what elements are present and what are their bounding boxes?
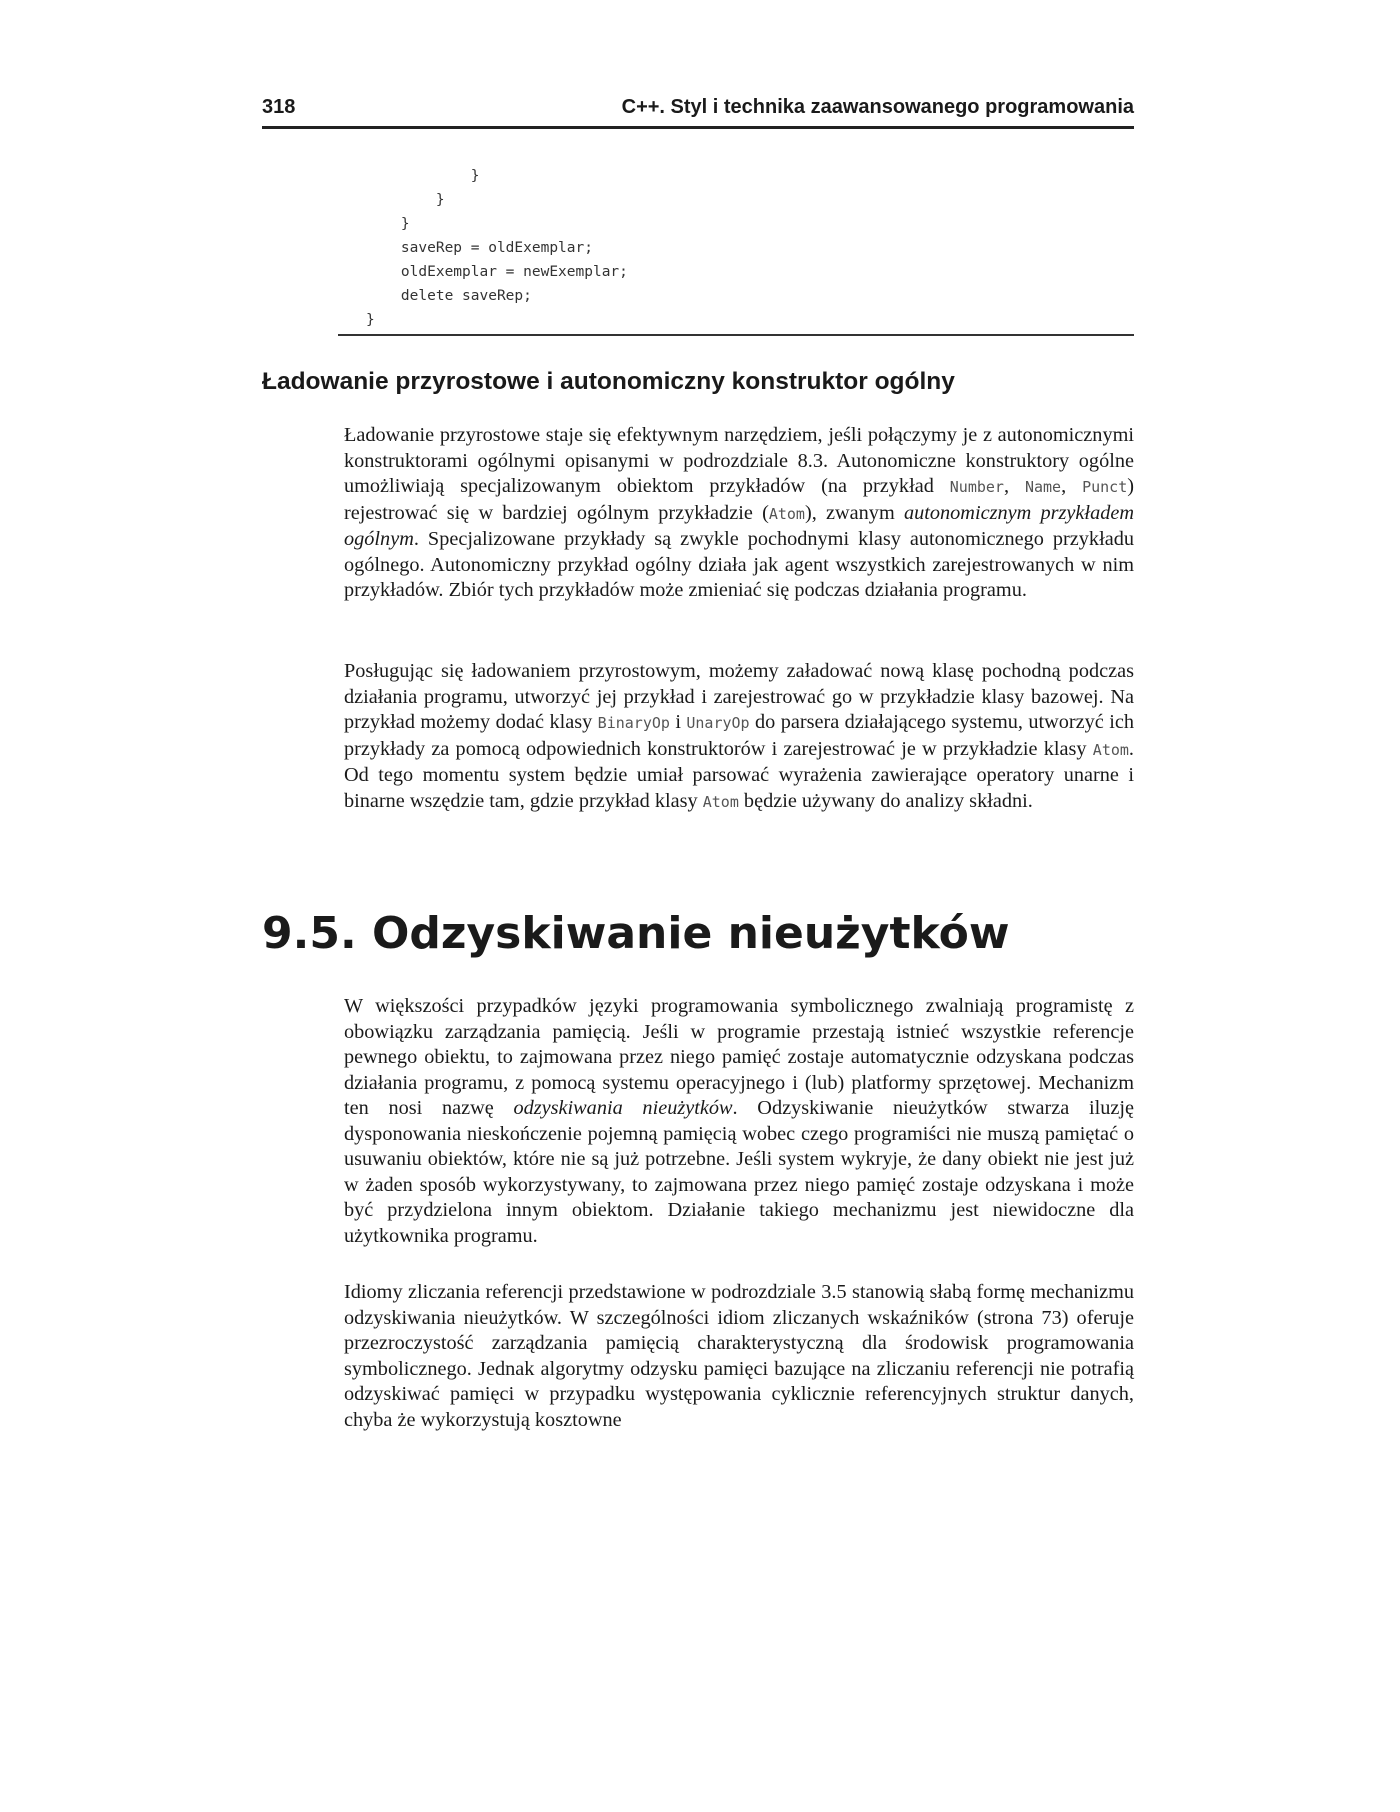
- code-line: oldExemplar = newExemplar;: [366, 264, 628, 280]
- body-paragraph: Idiomy zliczania referencji przedstawione w podrozdziale 3.5 stanowią słabą formę mechanizmu odzyskiwania nieużytków. W szczególności idiom zliczanych wskaźników (strona 73) oferuje przezroczystość zarządzania pamięcią charakterystyczną dla środowisk programowania symbolicznego. Jednak algorytmy odzysku pamięci bazujące na zliczaniu referencji nie potrafią odzyskiwać pamięci w przypadku występowania cyklicznie referencyjnych struktur danych, chyba że wykorzystują kosztowne: [344, 1281, 1134, 1431]
- code-line: delete saveRep;: [366, 288, 532, 304]
- running-title: C++. Styl i technika zaawansowanego programowania: [621, 96, 1134, 118]
- body-paragraph: Ładowanie przyrostowe staje się efektywnym narzędziem, jeśli połączymy je z autonomicznymi konstruktorami ogólnymi opisanymi w podrozdziale 8.3. Autonomiczne konstruktory ogólne umożliwiają specjalizowanym obiektom przykładów (na przykład Number, Name, Punct) rejestrować się w bardziej ogólnym przykładzie (Atom), zwanym autonomicznym przykładem ogólnym. Specjalizowane przykłady są zwykle pochodnymi klasy autonomicznego przykładu ogólnego. Autonomiczny przykład ogólny działa jak agent wszystkich zarejestrowanych w nim przykładów. Zbiór tych przykładów może zmieniać się podczas działania programu.: [344, 424, 1135, 601]
- code-line: }: [366, 192, 445, 208]
- subsection-heading: Ładowanie przyrostowe i autonomiczny konstruktor ogólny: [262, 368, 955, 395]
- page-number: 318: [262, 96, 296, 118]
- body-paragraph: Posługując się ładowaniem przyrostowym, możemy załadować nową klasę pochodną podczas działania programu, utworzyć jej przykład i zarejestrować go w przykładzie klasy bazowej. Na przykład możemy dodać klasy BinaryOp i UnaryOp do parsera działającego systemu, utworzyć ich przykłady za pomocą odpowiednich konstruktorów i zarejestrować je w przykładzie klasy Atom. Od tego momentu system będzie umiał parsować wyrażenia zawierające operatory unarne i binarne wszędzie tam, gdzie przykład klasy Atom będzie używany do analizy składni.: [344, 660, 1134, 812]
- inline-code: Name: [1024, 478, 1062, 496]
- body-paragraph: W większości przypadków języki programowania symbolicznego zwalniają programistę z obowiązku zarządzania pamięcią. Jeśli w programie przestają istnieć wszystkie referencje pewnego obiektu, to zajmowana przez niego pamięć zostaje automatycznie odzyskana podczas działania programu, z pomocą systemu operacyjnego i (lub) platformy sprzętowej. Mechanizm ten nosi nazwę odzyskiwania nieużytków. Odzyskiwanie nieużytków stwarza iluzję dysponowania nieskończenie pojemną pamięcią wobec czego programiści nie muszą pamiętać o usuwaniu obiektów, które nie są już potrzebne. Jeśli system wykryje, że dany obiekt nie jest już w żaden sposób wykorzystywany, to zajmowana przez niego pamięć zostaje odzyskana i może być przydzielona innym obiektom. Działanie takiego mechanizmu jest niewidoczne dla użytkownika programu.: [344, 995, 1134, 1247]
- code-line: }: [366, 216, 410, 232]
- inline-code: BinaryOp: [597, 714, 670, 732]
- inline-code: Number: [949, 478, 1004, 496]
- code-line: }: [366, 168, 480, 184]
- emphasized-term: odzyskiwania nieużytków: [513, 1097, 733, 1119]
- inline-code: Atom: [702, 792, 739, 811]
- inline-code: Atom: [1092, 740, 1129, 759]
- inline-code: UnaryOp: [686, 714, 750, 732]
- emphasized-term: autonomicznym przykładem ogólnym: [344, 501, 1135, 550]
- code-line: saveRep = oldExemplar;: [366, 240, 593, 256]
- inline-code: Atom: [768, 504, 805, 523]
- code-end-rule: [338, 334, 1134, 336]
- page-header: [262, 96, 1134, 129]
- section-heading: 9.5. Odzyskiwanie nieużytków: [262, 908, 1010, 959]
- code-listing: [366, 164, 628, 332]
- code-line: }: [366, 312, 375, 328]
- inline-code: Punct: [1082, 478, 1128, 496]
